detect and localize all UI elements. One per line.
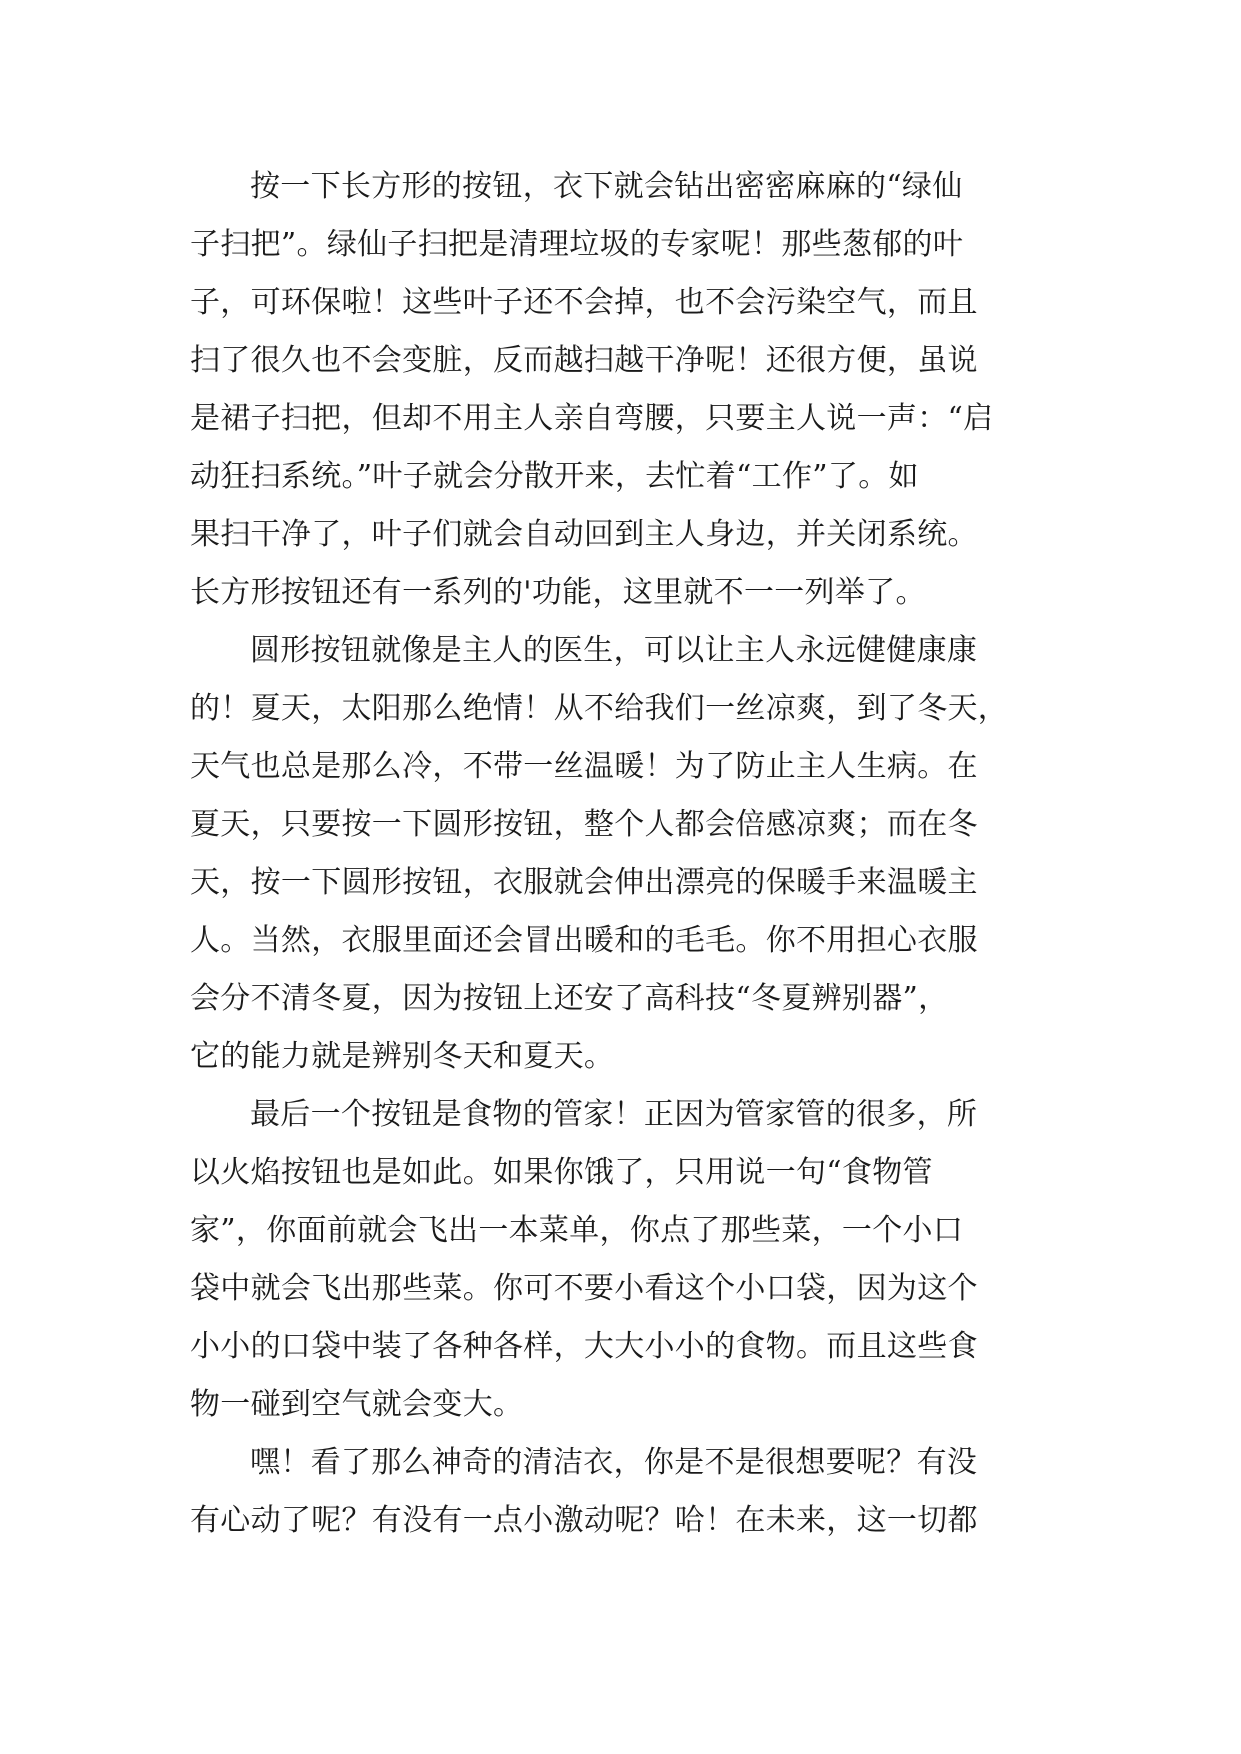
text-line: 动狂扫系统。”叶子就会分散开来，去忙着“工作”了。如 [190,459,919,494]
text-line: 夏天，只要按一下圆形按钮，整个人都会倍感凉爽；而在冬 [190,807,978,842]
text-line: 天，按一下圆形按钮，衣服就会伸出漂亮的保暖手来温暖主 [190,865,978,900]
text-line: 天气也总是那么冷，不带一丝温暖！为了防止主人生病。在 [190,749,978,784]
text-line: 小小的口袋中装了各种各样，大大小小的食物。而且这些食 [190,1329,978,1364]
text-line: 的！夏天，太阳那么绝情！从不给我们一丝凉爽，到了冬天， [190,691,1009,726]
text-line: 按一下长方形的按钮，衣下就会钻出密密麻麻的“绿仙 [250,169,963,204]
text-line: 以火焰按钮也是如此。如果你饿了，只用说一句“食物管 [190,1155,933,1190]
text-line: 长方形按钮还有一系列的'功能，这里就不一一列举了。 [190,575,926,610]
text-line: 子，可环保啦！这些叶子还不会掉，也不会污染空气，而且 [190,285,978,320]
text-line: 嘿！看了那么神奇的清洁衣，你是不是很想要呢？有没 [250,1445,978,1480]
text-line: 会分不清冬夏，因为按钮上还安了高科技“冬夏辨别器”， [190,981,949,1016]
document-page [190,158,1050,1550]
text-line: 扫了很久也不会变脏，反而越扫越干净呢！还很方便，虽说 [190,343,978,378]
text-line: 它的能力就是辨别冬天和夏天。 [190,1039,615,1074]
text-line: 家”，你面前就会飞出一本菜单，你点了那些菜，一个小口 [190,1213,964,1248]
text-line: 最后一个按钮是食物的管家！正因为管家管的很多，所 [250,1097,978,1132]
text-line: 圆形按钮就像是主人的医生，可以让主人永远健健康康 [250,633,978,668]
text-line: 物一碰到空气就会变大。 [190,1387,524,1422]
text-line: 人。当然，衣服里面还会冒出暖和的毛毛。你不用担心衣服 [190,923,978,958]
text-line: 果扫干净了，叶子们就会自动回到主人身边，并关闭系统。 [190,517,978,552]
text-line: 子扫把”。绿仙子扫把是清理垃圾的专家呢！那些葱郁的叶 [190,227,964,262]
text-line: 袋中就会飞出那些菜。你可不要小看这个小口袋，因为这个 [190,1271,978,1306]
text-line: 是裙子扫把，但却不用主人亲自弯腰，只要主人说一声：“启 [190,401,994,436]
text-line: 有心动了呢？有没有一点小激动呢？哈！在未来，这一切都 [190,1503,978,1538]
